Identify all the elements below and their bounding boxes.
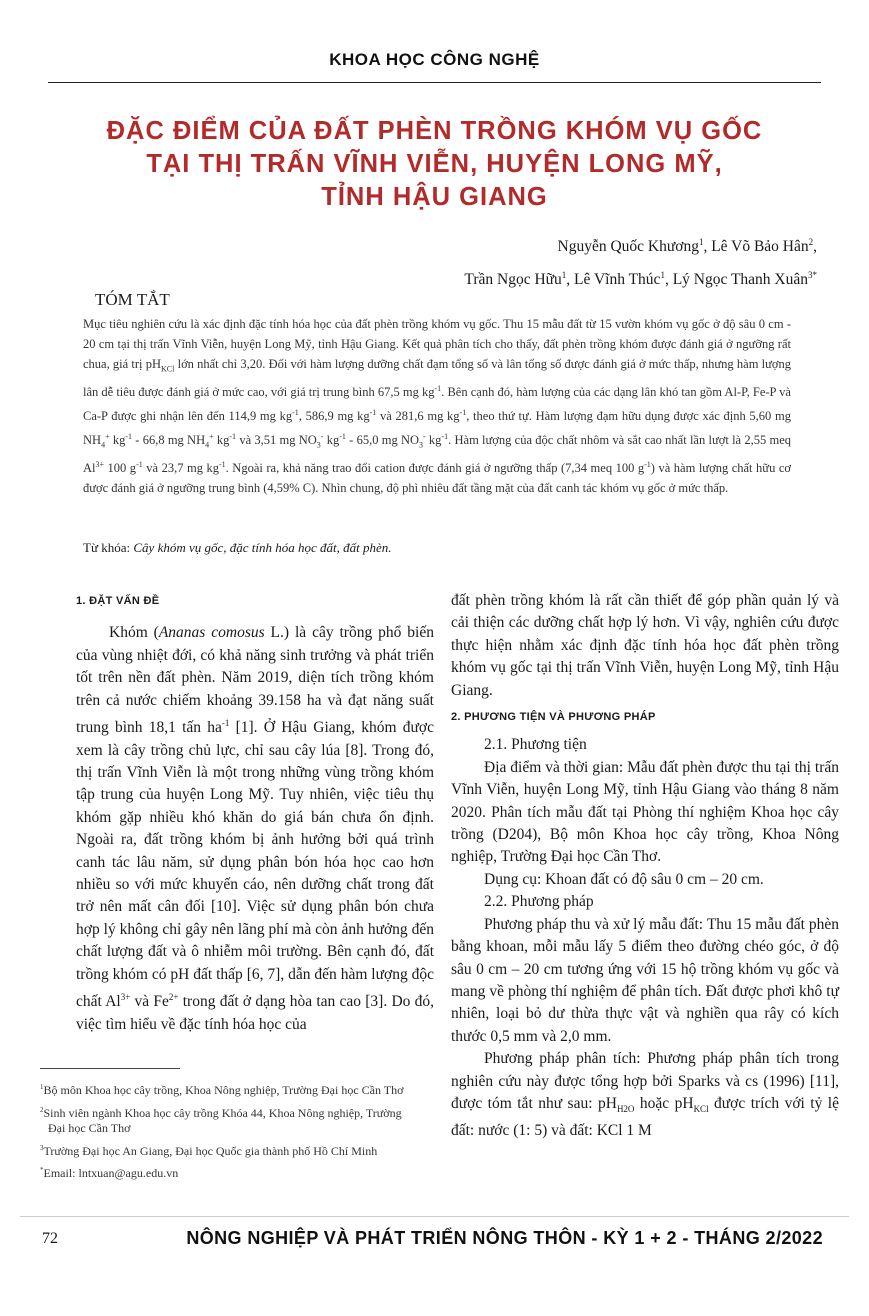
keywords-value: Cây khóm vụ gốc, đặc tính hóa học đất, đất phèn. <box>133 540 392 555</box>
section-heading-2: 2. PHƯƠNG TIỆN VÀ PHƯƠNG PHÁP <box>451 711 656 724</box>
footnote: $^1$Bộ môn Khoa học cây trồng, Khoa Nông nghiệp, Trường Đại học Cần Thơ <box>40 1083 404 1097</box>
subsection-heading: 2.2. Phương pháp <box>484 893 594 911</box>
author-line-2: Trần Ngọc Hữu$^1$, Lê Vĩnh Thúc$^1$, Lý Ngọc Thanh Xuân$^{3*}$ <box>464 270 817 289</box>
author-name: Lê Võ Bảo Hân <box>711 238 809 256</box>
abstract-body: Mục tiêu nghiên cứu là xác định đặc tính hóa học của đất phèn trồng khóm vụ gốc. Thu 15 mẫu đất từ 15 vườn khóm vụ gốc ở độ sâu 0 cm - 20 cm tại thị trấn Vĩnh Viễn, huyện Long Mỹ, tỉnh Hậu Giang. Kết quả phân tích cho thấy, đất phèn trồng khóm được đánh giá ở ngưỡng rất chua, giá trị $pH_{KCl}$ lớn nhất chỉ 3,20. Đối với hàm lượng dưỡng chất đạm tổng số và lân tổng số được đánh giá ở mức thấp, nhưng hàm lượng lân dễ tiêu được đánh giá ở mức cao, với giá trị trung bình 67,5 mg $kg^{-1}$. Bên cạnh đó, hàm lượng của các dạng lân khó tan gồm Al-P, Fe-P và Ca-P được ghi nhận lên đến 114,9 mg $kg^{-1}$, 586,9 mg $kg^{-1}$ và 281,6 mg $kg^{-1}$, theo thứ tự. Hàm lượng đạm hữu dụng được xác định 5,60 mg $NH_4^+$ $kg^{-1} - 66,8$ mg $NH_4^+$ $kg^{-1}$ và 3,51 mg $NO_3^-$ $kg^{-1} - 65,0$ mg $NO_3^-$ $kg^{-1}$. Hàm lượng của độc chất nhôm và sắt cao nhất lần lượt là 2,55 meq $Al^{3+}$ 100 $g^{-1}$ và 23,7 mg $kg^{-1}$. Ngoài ra, khả năng trao đổi cation được đánh giá ở ngưỡng thấp (7,34 meq 100 $g^{-1}$) và hàm lượng chất hữu cơ được đánh giá ở ngưỡng trung bình (4,59% C). Nhìn chung, độ phì nhiêu đất tầng mặt của đất canh tác khóm vụ gốc ở mức thấp. <box>83 317 792 496</box>
author-affil: 1 <box>660 270 665 281</box>
title-line-1: ĐẶC ĐIỂM CỦA ĐẤT PHÈN TRỒNG KHÓM VỤ GỐC <box>106 117 763 145</box>
page-number: 72 <box>42 1230 58 1247</box>
intro-paragraph: Khóm (Ananas comosus L.) là cây trồng phổ biến của vùng nhiệt đới, có khả năng sinh trưởng và phát triển tốt trên nền đất phèn. Năm 2019, diện tích trồng khóm trên cả nước chiếm khoảng 39.158 ha và đạt năng suất trung bình 18,1 tấn $ha^{-1}$ [1]. Ở Hậu Giang, khóm được xem là cây trồng chủ lực, chỉ sau cây lúa [8]. Trong đó, thị trấn Vĩnh Viễn là một trong những vùng trồng khóm tập trung của huyện Long Mỹ. Tuy nhiên, việc tiêu thụ khóm gặp nhiều khó khăn do giá bán chưa ổn định. Ngoài ra, đất trồng khóm bị ảnh hưởng bởi quá trình canh tác lâu năm, sử dụng phân bón hóa học cao hơn nhiều so với mức khuyến cáo, nên dưỡng chất trong đất trở nên mất cân đối [10]. Việc sử dụng phân bón chưa hợp lý không chỉ gây nên lãng phí mà còn ảnh hưởng đến chất lượng đất và ô nhiễm môi trường. Bên cạnh đó, đất trồng khóm có pH đất thấp [6, 7], dẫn đến hàm lượng độc chất $Al^{3+}$ và $Fe^{2+}$ trong đất ở dạng hòa tan cao [3]. Do đó, việc tìm hiểu về đặc tính hóa học của <box>76 624 434 1033</box>
body-paragraph: Phương pháp phân tích: Phương pháp phân tích trong nghiên cứu này được tổng hợp bởi Sparks và cs (1996) [11], được tóm tắt như sau: $pH_{H2O}$ hoặc $pH_{KCl}$ được trích với tỷ lệ đất: nước (1: 5) và đất: KCl 1 M <box>451 1050 839 1140</box>
intro-paragraph-cont: đất phèn trồng khóm là rất cần thiết để góp phần quản lý và cải thiện các dưỡng chất hợp lý hơn. Vì vậy, nghiên cứu được thực hiện nhằm xác định đặc tính hóa học đất phèn trồng khóm vụ gốc tại thị trấn Vĩnh Viễn, huyện Long Mỹ, tỉnh Hậu Giang. <box>451 592 839 699</box>
footnote: $^3$Trường Đại học An Giang, Đại học Quốc gia thành phố Hồ Chí Minh <box>40 1143 378 1158</box>
section-heading-1: 1. ĐẶT VẤN ĐỀ <box>76 595 160 607</box>
right-column <box>451 590 839 1143</box>
author-list <box>117 228 817 294</box>
journal-footer: NÔNG NGHIỆP VÀ PHÁT TRIỂN NÔNG THÔN - KỲ 1 + 2 - THÁNG 2/2022 <box>186 1228 823 1248</box>
abstract-heading: TÓM TẮT <box>95 290 170 309</box>
keywords-label: Từ khóa: <box>83 540 134 555</box>
footnote: $^2$Sinh viên ngành Khoa học cây trồng Khóa 44, Khoa Nông nghiệp, Trường Đại học Cần Thơ <box>40 1105 402 1135</box>
footer-divider <box>20 1216 849 1217</box>
author-affil: 3* <box>808 270 817 281</box>
subsection-heading: 2.1. Phương tiện <box>484 736 587 754</box>
header-divider <box>48 82 821 83</box>
author-name: Trần Ngọc Hữu <box>464 271 562 289</box>
author-line-1: Nguyễn Quốc Khương$^1$, Lê Võ Bảo Hân$^2$, <box>557 237 817 256</box>
title-line-3: TỈNH HẬU GIANG <box>321 183 548 211</box>
footnote-email: *Email: lntxuan@agu.edu.vn <box>40 1166 179 1180</box>
author-affil: 1 <box>698 237 704 247</box>
footnote-divider <box>40 1068 180 1069</box>
body-paragraph: Địa điểm và thời gian: Mẫu đất phèn được thu tại thị trấn Vĩnh Viễn, huyện Long Mỹ, tỉnh Hậu Giang vào tháng 8 năm 2020. Phân tích mẫu đất tại Phòng thí nghiệm Khoa học cây trồng (D204), Bộ môn Khoa học cây trồng, Khoa Nông nghiệp, Trường Đại học Cần Thơ. <box>451 758 839 866</box>
author-name: Lý Ngọc Thanh Xuân <box>672 271 808 289</box>
left-column <box>76 590 434 1036</box>
body-paragraph: Dụng cụ: Khoan đất có độ sâu 0 cm – 20 cm. <box>484 870 764 888</box>
author-affil: 2 <box>808 237 814 247</box>
footnotes <box>40 1080 405 1186</box>
author-affil: 1 <box>561 270 567 281</box>
body-paragraph: Phương pháp thu và xử lý mẫu đất: Thu 15 mẫu đất phèn bằng khoan, mỗi mẫu lấy 5 điểm theo đường chéo góc, ở độ sâu 0 cm – 20 cm tương ứng với 15 hộ trồng khóm vụ gốc và mang về phòng thí nghiệm để phân tích. Đất được phơi khô tự nhiên, loại bỏ dư thừa thực vật và nghiền qua rây có kích thước 0,5 mm và 2,0 mm. <box>451 915 839 1045</box>
author-name: Nguyễn Quốc Khương <box>557 238 699 256</box>
section-header: KHOA HỌC CÔNG NGHỆ <box>329 50 540 69</box>
title-line-2: TẠI THỊ TRẤN VĨNH VIỄN, HUYỆN LONG MỸ, <box>146 150 723 178</box>
keywords <box>83 540 791 556</box>
article-title <box>60 115 809 214</box>
author-name: Lê Vĩnh Thúc <box>574 271 661 289</box>
